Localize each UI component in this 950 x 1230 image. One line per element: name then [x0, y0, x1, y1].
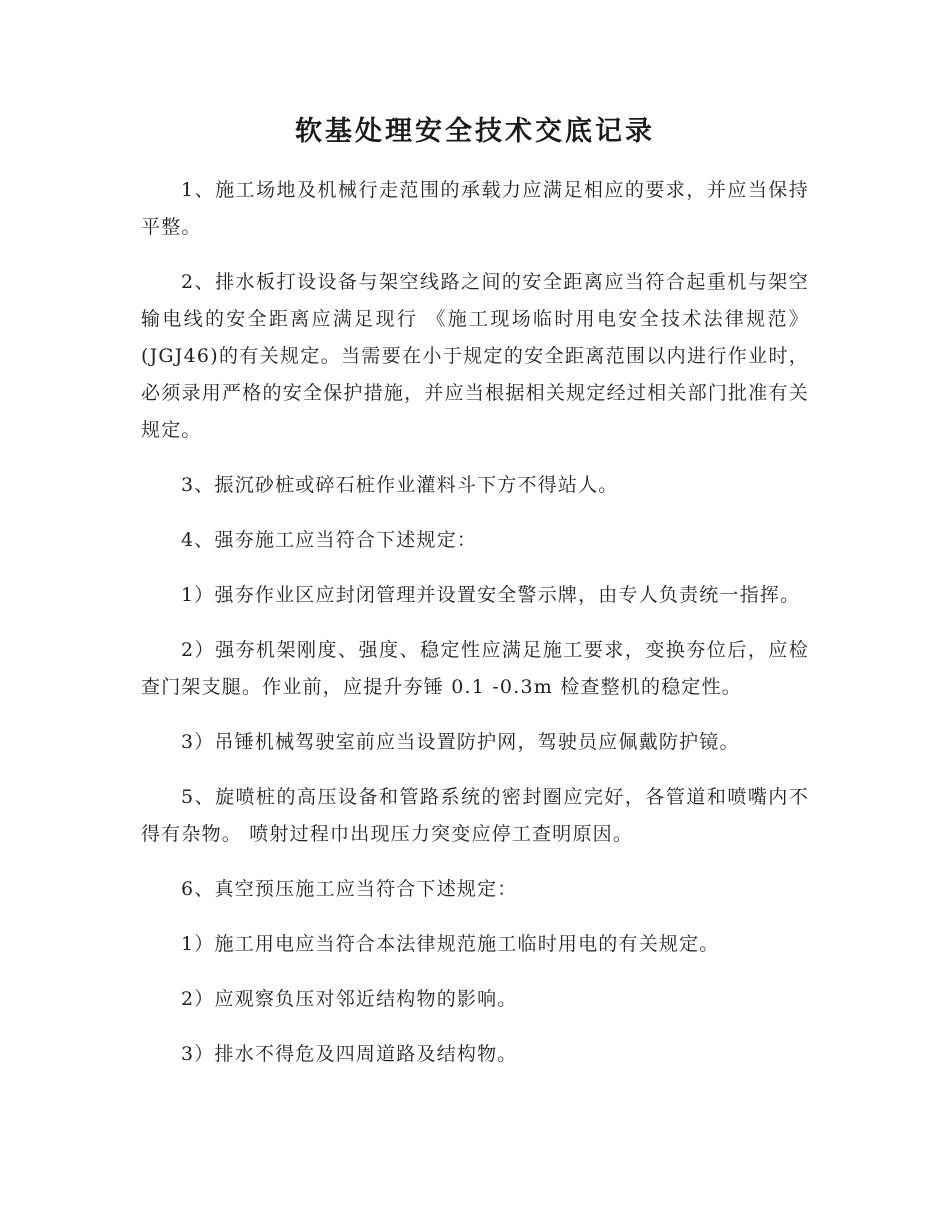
paragraph-4-1: 1）强夯作业区应封闭管理并设置安全警示牌，由专人负责统一指挥。	[181, 584, 801, 606]
paragraph-5: 5、旋喷桩的高压设备和管路系统的密封圈应完好，各管道和喷嘴内不得有杂物。 喷射过程巾出现压力突变应停工查明原因。	[141, 786, 809, 845]
paragraph-1: 1、施工场地及机械行走范围的承载力应满足相应的要求，并应当保持平整。	[141, 179, 809, 238]
paragraph-6-1: 1）施工用电应当符合本法律规范施工临时用电的有关规定。	[181, 933, 720, 955]
paragraph-6-2: 2）应观察负压对邻近结构物的影响。	[181, 988, 518, 1010]
paragraph-2: 2、排水板打设设备与架空线路之间的安全距离应当符合起重机与架空输电线的安全距离应满足现行 《施工现场临时用电安全技术法律规范》 (JGJ46)的有关规定。当需要在小于规定的安全距离范围以内进行作业时，必须录用严格的安全保护措施，并应当根据相关规定经过相关部门批准有关规定。	[141, 271, 809, 441]
paragraph-6-3: 3）排水不得危及四周道路及结构物。	[181, 1043, 518, 1065]
paragraph-3: 3、振沉砂桩或碎石桩作业灌料斗下方不得站人。	[181, 474, 619, 496]
paragraph-6: 6、真空预压施工应当符合下述规定：	[181, 878, 518, 900]
paragraph-4-3: 3）吊锤机械驾驶室前应当设置防护网，驾驶员应佩戴防护镜。	[181, 731, 740, 753]
paragraph-4-2: 2）强夯机架刚度、强度、稳定性应满足施工要求，变换夯位后，应检查门架支腿。作业前，应提升夯锤 0.1 -0.3m 检查整机的稳定性。	[141, 639, 809, 698]
document-page	[141, 112, 809, 1091]
document-title: 软基处理安全技术交底记录	[295, 116, 655, 147]
paragraph-4: 4、强夯施工应当符合下述规定：	[181, 529, 478, 551]
